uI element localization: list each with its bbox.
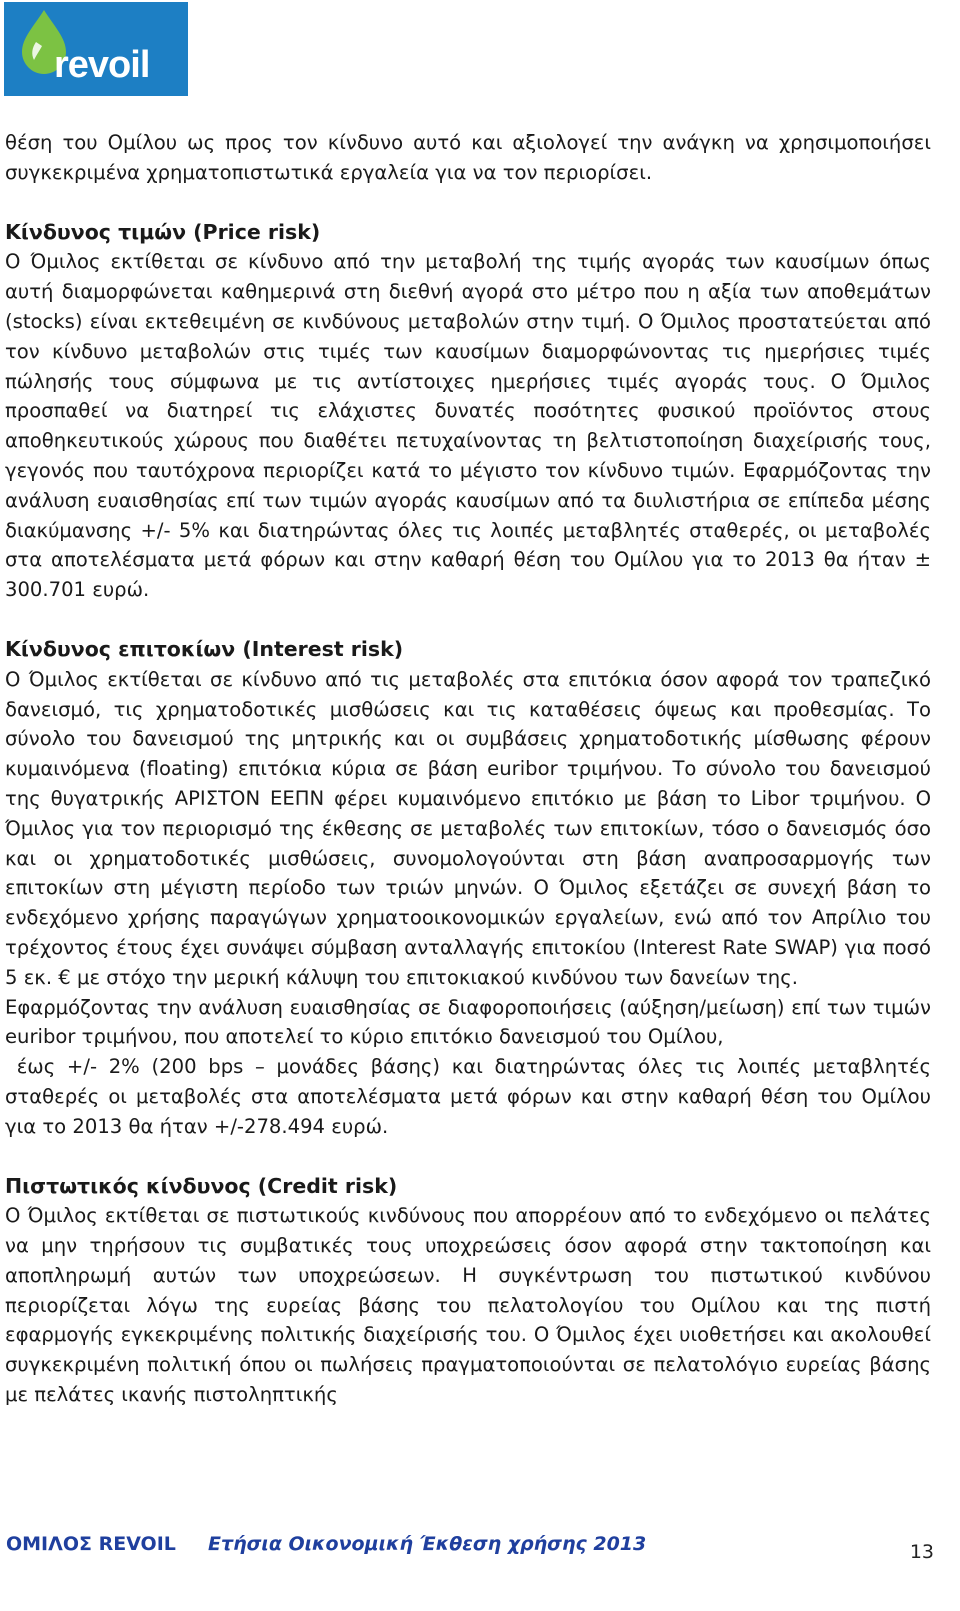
interest-sensitivity-paragraph-cont: έως +/- 2% (200 bps – μονάδες βάσης) και διατηρώντας όλες τις λοιπές μεταβλητές σταθερές οι μεταβολές στα αποτελέσματα μετά φόρων και στην καθαρή θέση του Ομίλου για το 2013 θα ήταν +/-278.494 ευρώ. — [5, 1055, 938, 1138]
intro-paragraph: θέση του Ομίλου ως προς τον κίνδυνο αυτό και αξιολογεί την ανάγκη να χρησιμοποιήσει συγκεκριμένα χρηματοπιστωτικά εργαλεία για να τον περιορίσει. — [5, 131, 931, 184]
logo-wordmark: revoil — [54, 44, 150, 86]
interest-risk-paragraph: Ο Όμιλος εκτίθεται σε κίνδυνο από τις μεταβολές στα επιτόκια όσον αφορά τον τραπεζικό δανεισμό, τις χρηματοδοτικές μισθώσεις και τις καταθέσεις όψεως και προθεσμίας. Το σύνολο του δανεισμού της μητρικής και οι συμβάσεις χρηματοδοτικής μίσθωσης φέρουν κυμαινόμενα (floating) επιτόκια κύρια σε βάση euribor τριμήνου. Το σύνολο του δανεισμού της θυγατρικής ΑΡΙΣΤΟΝ ΕΕΠΝ φέρει κυμαινόμενο επιτόκιο με βάση το Libor τριμήνου. Ο Όμιλος για τον περιορισμό της έκθεσης σε μεταβολές των επιτοκίων, τόσο ο δανεισμός όσο και οι χρηματοδοτικές μισθώσεις, συνομολογούνται στη βάση αναπροσαρμογής των επιτοκίων στη μέγιστη περίοδο των τριών μηνών. Ο Όμιλος εξετάζει σε συνεχή βάση το ενδεχόμενο χρήσης παραγώγων χρηματοοικονομικών εργαλείων, ενώ από τον Απρίλιο του τρέχοντος έτους έχει συνάψει σύμβαση ανταλλαγής επιτοκίου (Interest Rate SWAP) για ποσό 5 εκ. € με στόχο την μερική κάλυψη του επιτοκιακού κινδύνου των δανείων της. — [5, 667, 931, 989]
interest-risk-heading: Κίνδυνος επιτοκίων (Interest risk) — [5, 636, 404, 661]
credit-risk-heading: Πιστωτικός κίνδυνος (Credit risk) — [5, 1173, 398, 1198]
price-risk-paragraph: Ο Όμιλος εκτίθεται σε κίνδυνο από την μεταβολή της τιμής αγοράς των καυσίμων όπως αυτή διαμορφώνεται καθημερινά στη διεθνή αγορά στο μέτρο που η αξία των αποθεμάτων (stocks) είναι εκτεθειμένη σε κινδύνους μεταβολών στην τιμή. Ο Όμιλος προστατεύεται από τον κίνδυνο μεταβολών στις τιμές των καυσίμων διαμορφώνοντας τις ημερήσιες τιμές πώλησής τους σύμφωνα με τις αντίστοιχες ημερήσιες τιμές αγοράς τους. Ο Όμιλος προσπαθεί να διατηρεί τις ελάχιστες δυνατές ποσότητες φυσικού προϊόντος στους αποθηκευτικούς χώρους που διαθέτει πετυχαίνοντας τη βελτιστοποίηση διαχείρισής τους, γεγονός που ταυτόχρονα περιορίζει κατά το μέγιστο τον κίνδυνο τιμών. Εφαρμόζοντας την ανάλυση ευαισθησίας επί των τιμών αγοράς καυσίμων από τα διυλιστήρια σε επίπεδα μέσης διακύμανσης +/- 5% και διατηρώντας όλες τις λοιπές μεταβλητές σταθερές, οι μεταβολές στα αποτελέσματα μετά φόρων και στην καθαρή θέση του Ομίλου για το 2013 θα ήταν ± 300.701 ευρώ. — [5, 250, 931, 602]
price-risk-heading: Κίνδυνος τιμών (Price risk) — [5, 219, 321, 244]
page-footer — [6, 1533, 934, 1567]
page-number: 13 — [909, 1541, 934, 1563]
footer-company: ΟΜΙΛΟΣ REVOIL — [6, 1533, 176, 1555]
company-logo — [4, 2, 188, 96]
interest-sensitivity-paragraph: Εφαρμόζοντας την ανάλυση ευαισθησίας σε διαφοροποιήσεις (αύξηση/μείωση) επί των τιμών euribor τριμήνου, που αποτελεί το κύριο επιτόκιο δανεισμού του Ομίλου, — [5, 995, 931, 1049]
document-body — [5, 128, 938, 1410]
credit-risk-paragraph: Ο Όμιλος εκτίθεται σε πιστωτικούς κινδύνους που απορρέουν από το ενδεχόμενο οι πελάτες να μην τηρήσουν τις συμβατικές τους υποχρεώσεις όσον αφορά στην τακτοποίηση και αποπληρωμή αυτών των υποχρεώσεων. Η συγκέντρωση του πιστωτικού κινδύνου περιορίζεται λόγω της ευρείας βάσης του πελατολογίου του Ομίλου και της πιστή εφαρμογής εγκεκριμένης πολιτικής διαχείρισής του. Ο Όμιλος έχει υιοθετήσει και ακολουθεί συγκεκριμένη πολιτική όπου οι πωλήσεις πραγματοποιούνται σε πελατολόγιο ευρείας βάσης με πελάτες ικανής πιστοληπτικής — [5, 1204, 931, 1407]
footer-report-title: Ετήσια Οικονομική Έκθεση χρήσης 2013 — [208, 1533, 647, 1555]
